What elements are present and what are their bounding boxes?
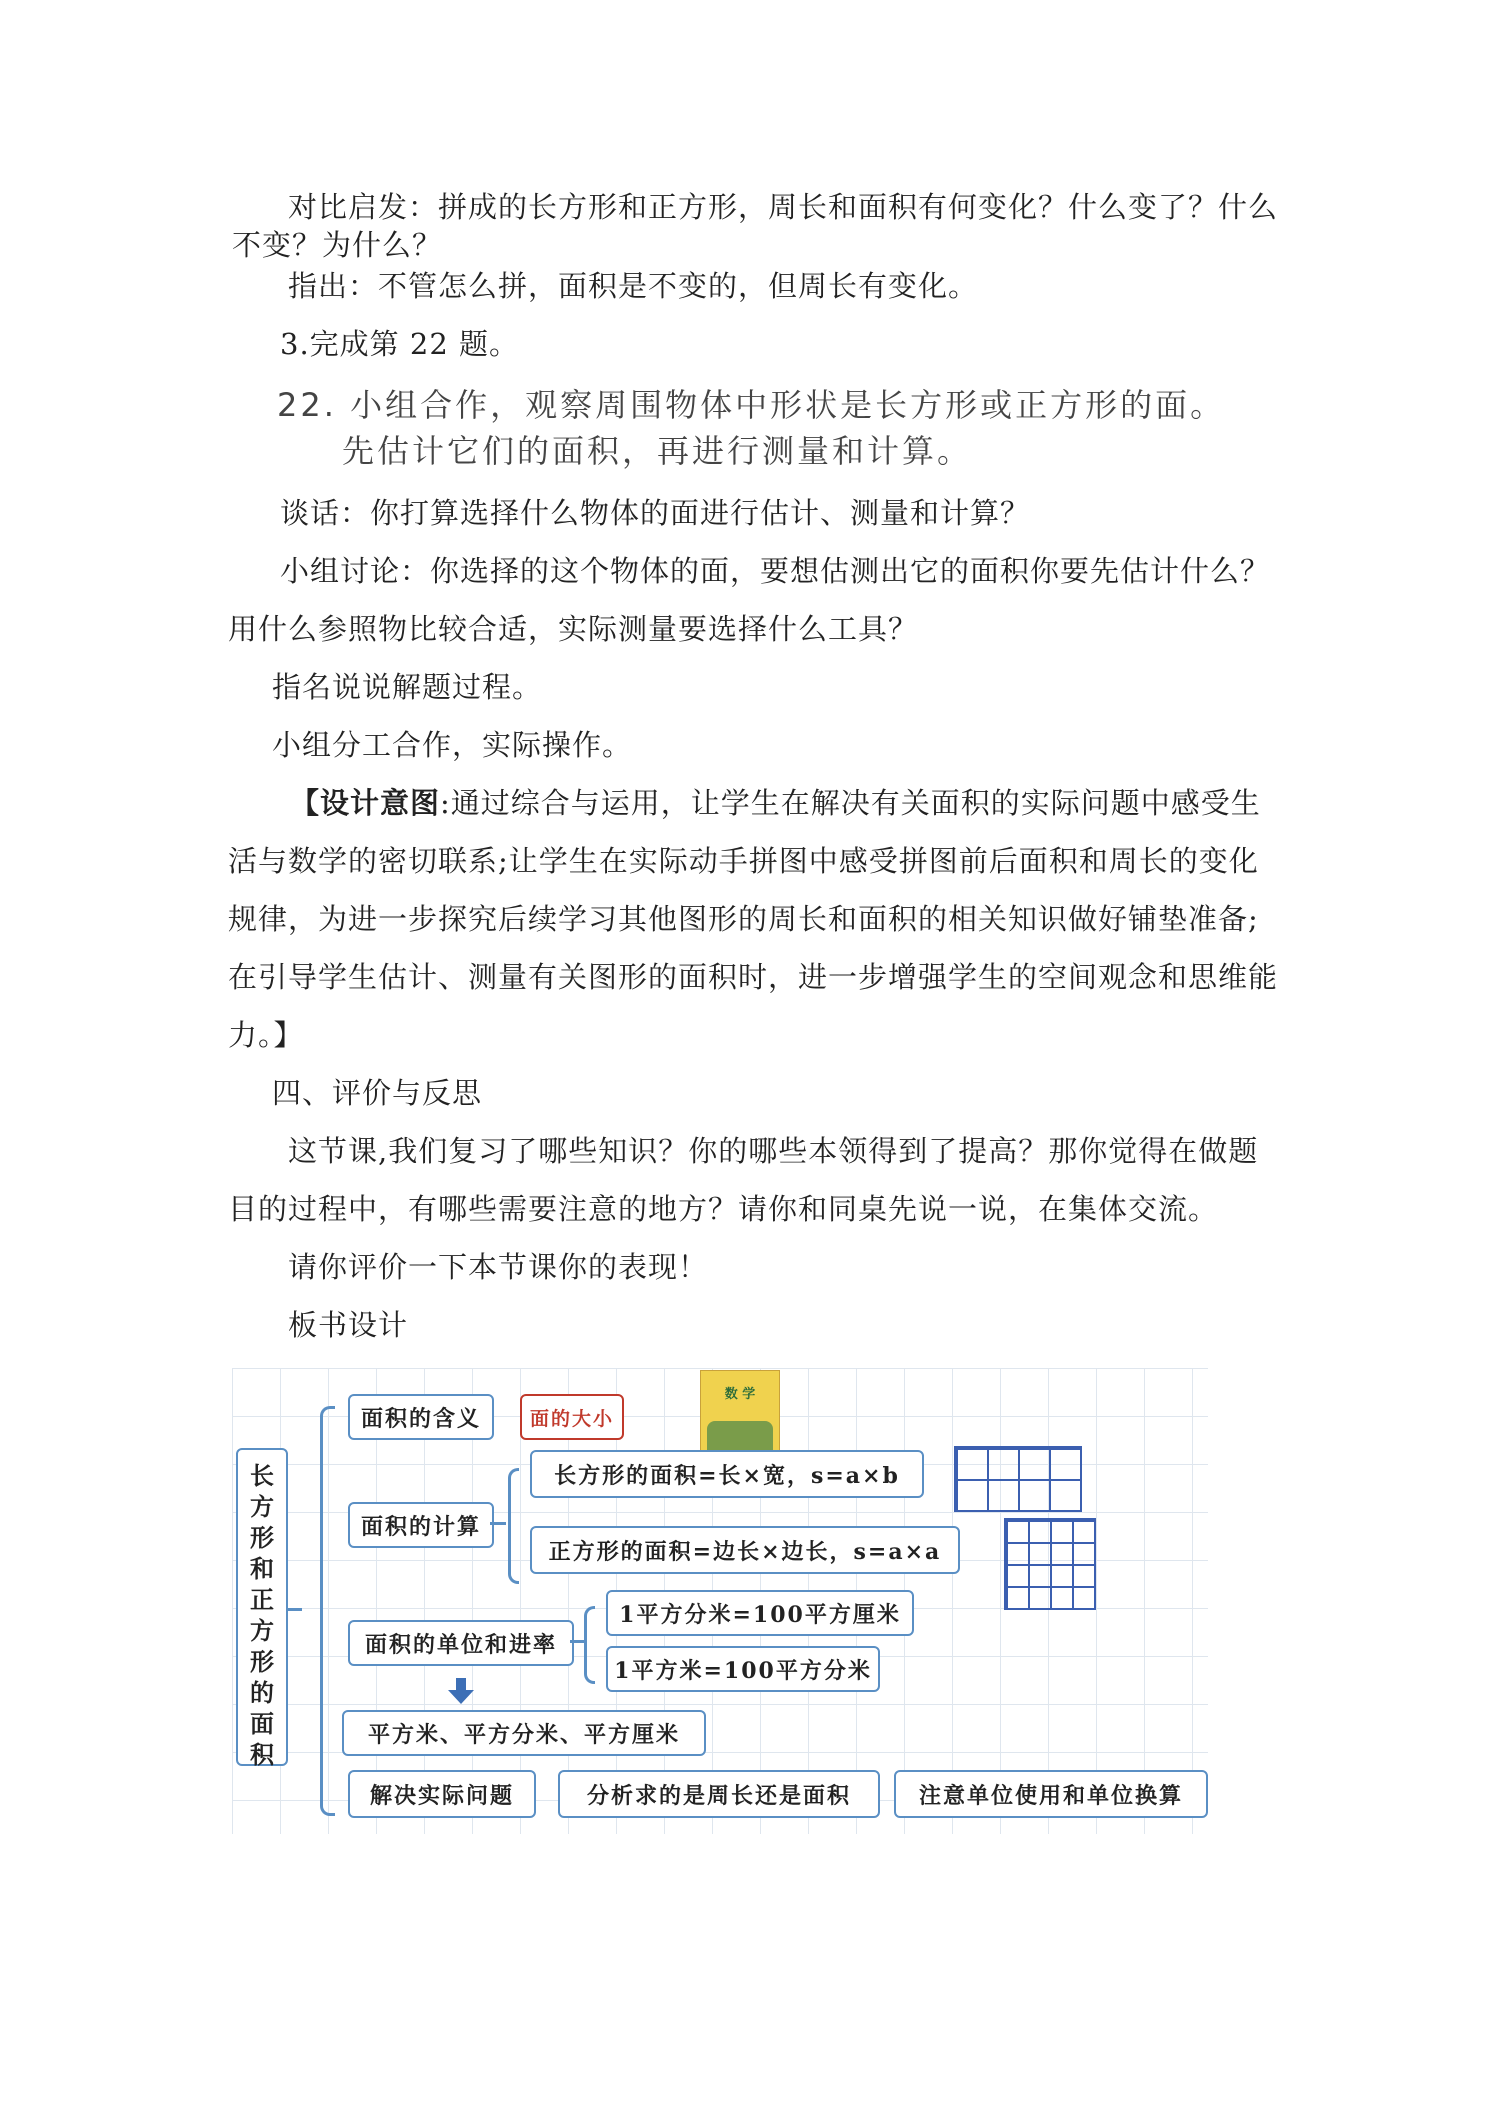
design-intent-l1 [290, 781, 1261, 822]
p6: 指名说说解题过程。 [272, 670, 543, 704]
p10: 板书设计 [288, 1308, 409, 1342]
arrow-head [448, 1690, 474, 1704]
root-char: 正 [250, 1585, 274, 1614]
units-connector [570, 1640, 584, 1643]
exercise-line-2: 先估计它们的面积，再进行测量和计算。 [342, 432, 973, 470]
meaning-box: 面积的含义 [348, 1394, 494, 1440]
main-brace [320, 1406, 335, 1816]
solve-note-2-box: 注意单位使用和单位换算 [894, 1770, 1208, 1818]
root-char: 长 [250, 1461, 274, 1490]
calc-brace [508, 1468, 519, 1584]
design-intent-l2: 活与数学的密切联系;让学生在实际动手拼图中感受拼图前后面积和周长的变化 [228, 844, 1259, 878]
board-design-diagram [232, 1368, 1208, 1834]
root-char: 方 [250, 1616, 274, 1645]
design-intent-l5: 力。】 [228, 1018, 304, 1052]
calc-box: 面积的计算 [348, 1502, 494, 1548]
root-char: 和 [250, 1554, 274, 1583]
design-intent-l4: 在引导学生估计、测量有关图形的面积时，进一步增强学生的空间观念和思维能 [228, 960, 1279, 994]
p4: 谈话：你打算选择什么物体的面进行估计、测量和计算？ [280, 496, 1031, 530]
design-intent-label: 【设计意图 [290, 786, 441, 820]
design-intent-text: :通过综合与运用，让学生在解决有关面积的实际问题中感受生 [440, 786, 1261, 820]
p8a: 这节课,我们复习了哪些知识？你的哪些本领得到了提高？那你觉得在做题 [288, 1134, 1259, 1168]
p5a: 小组讨论：你选择的这个物体的面，要想估测出它的面积你要先估计什么？ [280, 554, 1271, 588]
calc-connector [490, 1522, 506, 1525]
root-char: 方 [250, 1492, 274, 1521]
root-char: 的 [250, 1678, 274, 1707]
root-char: 形 [250, 1523, 274, 1552]
square-formula-box: 正方形的面积=边长×边长，s=a×a [530, 1526, 960, 1574]
p8b: 目的过程中，有哪些需要注意的地方？请你和同桌先说一说，在集体交流。 [228, 1192, 1219, 1226]
unit-rate-2-box: 1平方米=100平方分米 [606, 1646, 880, 1692]
p3: 3.完成第 22 题。 [280, 327, 520, 361]
unit-list-box: 平方米、平方分米、平方厘米 [342, 1710, 706, 1756]
units-box: 面积的单位和进率 [348, 1620, 574, 1666]
root-connector [288, 1608, 302, 1611]
unit-rate-1-box: 1平方分米=100平方厘米 [606, 1590, 914, 1636]
down-arrow-icon [448, 1678, 474, 1706]
p9: 请你评价一下本节课你的表现！ [288, 1250, 709, 1284]
root-char: 积 [250, 1740, 274, 1769]
rectangle-grid-figure [954, 1446, 1082, 1512]
p2: 指出：不管怎么拼，面积是不变的，但周长有变化。 [288, 269, 979, 303]
meaning-note-box: 面的大小 [520, 1394, 624, 1440]
root-topic-box [236, 1448, 288, 1769]
root-char: 面 [250, 1709, 274, 1738]
square-grid-figure [1004, 1518, 1096, 1610]
book-title: 数 学 [724, 1387, 756, 1402]
p1a: 对比启发：拼成的长方形和正方形，周长和面积有何变化？什么变了？什么 [288, 190, 1279, 224]
root-char: 形 [250, 1647, 274, 1676]
solve-note-1-box: 分析求的是周长还是面积 [558, 1770, 880, 1818]
p1b: 不变？为什么？ [232, 228, 443, 262]
p7: 小组分工合作，实际操作。 [272, 728, 633, 762]
rect-formula-box: 长方形的面积=长×宽，s=a×b [530, 1450, 924, 1498]
exercise-line-1: 22. 小组合作，观察周围物体中形状是长方形或正方形的面。 [277, 386, 1226, 424]
section-heading: 四、评价与反思 [272, 1076, 483, 1110]
p5b: 用什么参照物比较合适，实际测量要选择什么工具？ [228, 612, 919, 646]
solve-box: 解决实际问题 [348, 1770, 536, 1818]
design-intent-l3: 规律，为进一步探究后续学习其他图形的周长和面积的相关知识做好铺垫准备; [228, 902, 1259, 936]
units-brace [584, 1606, 595, 1684]
